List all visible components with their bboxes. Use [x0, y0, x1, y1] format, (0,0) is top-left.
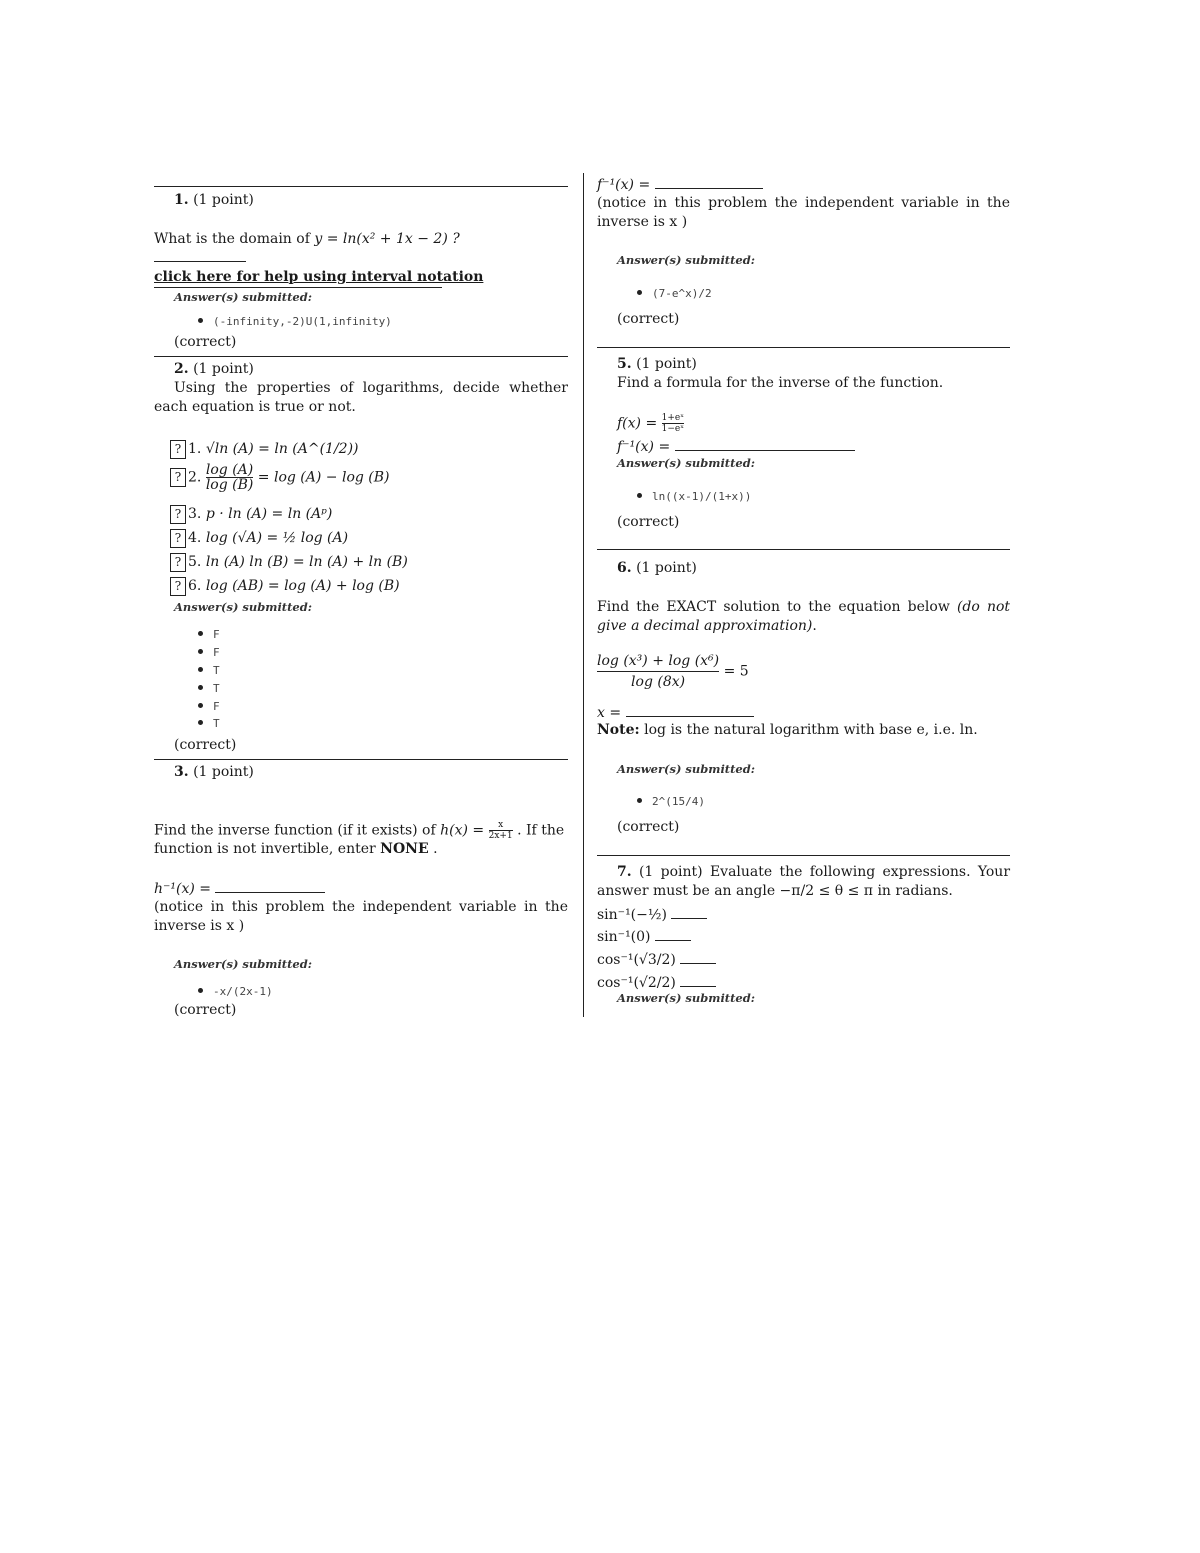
problem-1-question: [154, 230, 460, 249]
problem-1-header: [174, 191, 254, 210]
numerator: log (A): [205, 462, 254, 478]
list-item: [198, 623, 220, 642]
problem-7-prompt: [597, 863, 1010, 901]
item-number: 6.: [188, 578, 202, 594]
submitted-label: Answer(s) submitted:: [617, 253, 756, 267]
column-divider: [583, 173, 584, 1017]
equation: log (√A) = ½ log (A): [205, 530, 349, 546]
problem-2-prompt: Using the properties of logarithms, decide whether each equation is true or not.: [154, 380, 568, 415]
question-text: Find the inverse function (if it exists) of: [154, 822, 436, 839]
bullet-icon: [198, 667, 203, 672]
submitted-answer: (-infinity,-2)U(1,infinity): [213, 315, 392, 328]
expression: cos⁻¹(√3/2): [597, 952, 676, 968]
submitted-answer: F: [213, 628, 220, 641]
item-number: 5.: [188, 554, 202, 570]
problem-points: (1 point): [193, 192, 254, 208]
submitted-label: Answer(s) submitted:: [617, 991, 756, 1005]
question-text: What is the domain of: [154, 231, 310, 247]
status-text: (correct): [174, 737, 237, 753]
answer-select[interactable]: ?: [170, 440, 186, 459]
divider: [154, 759, 568, 760]
inverse-label: h⁻¹(x) =: [154, 881, 212, 897]
bullet-icon: [637, 493, 642, 498]
question-text: Find the EXACT solution to the equation below: [597, 599, 950, 615]
submitted-label: Answer(s) submitted:: [174, 957, 313, 971]
list-item: [637, 485, 751, 504]
interval-notation-help-link[interactable]: click here for help using interval notation: [154, 269, 484, 285]
problem-number: 6.: [617, 560, 632, 576]
function-fraction: [662, 413, 684, 434]
none-keyword: NONE: [380, 841, 429, 857]
question-text: function is not invertible, enter: [154, 841, 376, 857]
problem-5-prompt: Find a formula for the inverse of the function.: [617, 375, 944, 391]
problem-6-header: [617, 559, 697, 578]
problem-number: 1.: [174, 192, 189, 208]
function-label: f(x) =: [617, 415, 658, 432]
bullet-icon: [198, 703, 203, 708]
notice-text: (notice in this problem the independent variable in the inverse is x ): [597, 195, 1010, 230]
bullet-icon: [198, 988, 203, 993]
note-label: Note:: [597, 722, 640, 738]
function-label: h(x) =: [440, 822, 485, 839]
problem-3-question: [154, 820, 568, 841]
submitted-answer: (7-e^x)/2: [652, 287, 712, 300]
item-number: 1.: [188, 441, 202, 457]
answer-select[interactable]: ?: [170, 529, 186, 548]
list-item: [198, 677, 220, 696]
bullet-icon: [198, 631, 203, 636]
numerator: 1+eˣ: [661, 413, 685, 423]
problem-number: 5.: [617, 356, 632, 372]
problem-number: 2.: [174, 361, 189, 377]
answer-select[interactable]: ?: [170, 553, 186, 572]
equation-row: [597, 651, 749, 692]
answer-input[interactable]: [680, 949, 716, 964]
problem-number: 3.: [174, 764, 189, 780]
expression-row: [597, 972, 716, 993]
divider: [154, 186, 568, 187]
divider: [597, 549, 1010, 550]
answer-row: [154, 878, 325, 899]
problem-5-header: [617, 355, 697, 374]
equation: p · ln (A) = ln (Aᵖ): [205, 506, 333, 522]
submitted-answer: T: [213, 682, 220, 695]
denominator: 2x+1: [488, 831, 513, 841]
problem-points: (1 point): [636, 356, 697, 372]
list-item: [198, 712, 220, 731]
expression-row: [597, 949, 716, 970]
notice-text: (notice in this problem the independent variable in the inverse is x ): [154, 899, 568, 934]
numerator: log (x³) + log (x⁶): [597, 651, 719, 672]
expression-row: [597, 904, 707, 925]
answer-input[interactable]: [215, 878, 325, 893]
list-item: [198, 641, 220, 660]
denominator: 1−eˣ: [661, 424, 685, 434]
question-text: Evaluate the following expressions. Your answer must be an angle −π/2 ≤ θ ≤ π in radians.: [597, 864, 1011, 899]
domain-formula: y = ln(x² + 1x − 2) ?: [314, 231, 460, 247]
inverse-label: f⁻¹(x) =: [597, 177, 651, 193]
divider: [154, 261, 246, 262]
inverse-label: f⁻¹(x) =: [617, 439, 671, 455]
bullet-icon: [637, 290, 642, 295]
question-text: .: [812, 618, 817, 634]
submitted-answer: -x/(2x-1): [213, 985, 273, 998]
status-text: (correct): [617, 311, 680, 327]
submitted-label: Answer(s) submitted:: [617, 456, 756, 470]
status-text: (correct): [617, 819, 680, 835]
equation-row: [170, 463, 390, 492]
expression: sin⁻¹(−½): [597, 907, 667, 923]
status-text: (correct): [174, 334, 237, 350]
equation-row: [170, 440, 359, 459]
bullet-icon: [198, 649, 203, 654]
expression: sin⁻¹(0): [597, 929, 651, 945]
answer-input[interactable]: [626, 702, 754, 717]
expression: cos⁻¹(√2/2): [597, 975, 676, 991]
function-fraction: [489, 820, 513, 841]
submitted-answer: 2^(15/4): [652, 795, 705, 808]
answer-select[interactable]: ?: [170, 505, 186, 524]
submitted-label: Answer(s) submitted:: [174, 600, 313, 614]
item-number: 4.: [188, 530, 202, 546]
problem-points: (1 point): [193, 361, 254, 377]
submitted-answer: T: [213, 664, 220, 677]
problem-6-prompt: [597, 598, 1010, 636]
problem-3-header: [174, 763, 254, 782]
denominator: log (B): [205, 477, 254, 493]
equation: √ln (A) = ln (A^(1/2)): [205, 441, 359, 457]
equation-fraction: [597, 651, 719, 692]
divider: [597, 347, 1010, 348]
submitted-answer: F: [213, 646, 220, 659]
list-item: [198, 659, 220, 678]
list-item: [198, 980, 273, 999]
equation-rhs: = 5: [723, 663, 749, 680]
equation-row: [170, 577, 400, 596]
x-label: x =: [597, 705, 622, 721]
equation: ln (A) ln (B) = ln (A) + ln (B): [205, 554, 408, 570]
bullet-icon: [198, 720, 203, 725]
item-number: 3.: [188, 506, 202, 522]
note-row: [597, 721, 978, 740]
status-text: (correct): [617, 514, 680, 530]
note-text: log is the natural logarithm with base e, i.e. ln.: [644, 722, 978, 738]
equation-row: [170, 529, 348, 548]
status-text: (correct): [174, 1002, 237, 1018]
item-number: 2.: [188, 469, 202, 486]
divider: [154, 356, 568, 357]
problem-3-question-line2: [154, 840, 438, 859]
bullet-icon: [198, 318, 203, 323]
problem-2-header: [174, 360, 254, 379]
denominator: log (8x): [631, 674, 686, 690]
list-item: [637, 282, 712, 301]
bullet-icon: [637, 798, 642, 803]
submitted-answer: ln((x-1)/(1+x)): [652, 490, 752, 503]
answer-select[interactable]: ?: [170, 468, 186, 487]
equation-row: [170, 553, 408, 572]
submitted-answer: T: [213, 717, 220, 730]
answer-row: [597, 174, 763, 195]
answer-input[interactable]: [655, 926, 691, 941]
equation: = log (A) − log (B): [257, 469, 390, 486]
answer-input[interactable]: [655, 174, 763, 189]
answer-row: [617, 436, 855, 457]
answer-input[interactable]: [671, 904, 707, 919]
expression-row: [597, 926, 691, 947]
submitted-label: Answer(s) submitted:: [174, 290, 313, 304]
divider: [597, 855, 1010, 856]
problem-points: (1 point): [638, 864, 703, 880]
question-text: .: [433, 841, 438, 857]
submitted-answer: F: [213, 700, 220, 713]
equation-row: [170, 505, 332, 524]
answer-input[interactable]: [675, 436, 855, 451]
question-emphasis: (do not give a decimal approximation): [597, 599, 1011, 634]
list-item: [198, 310, 392, 329]
function-row: [617, 413, 684, 434]
equation-fraction: [206, 463, 254, 492]
bullet-icon: [198, 685, 203, 690]
equation: log (AB) = log (A) + log (B): [205, 578, 400, 594]
numerator: x: [489, 820, 513, 831]
question-text: . If the: [517, 822, 565, 839]
answer-input[interactable]: [680, 972, 716, 987]
problem-points: (1 point): [636, 560, 697, 576]
problem-points: (1 point): [193, 764, 254, 780]
answer-row: [597, 702, 754, 723]
list-item: [637, 790, 705, 809]
submitted-label: Answer(s) submitted:: [617, 762, 756, 776]
problem-number: 7.: [617, 864, 632, 880]
divider: [154, 287, 442, 288]
answer-select[interactable]: ?: [170, 577, 186, 596]
